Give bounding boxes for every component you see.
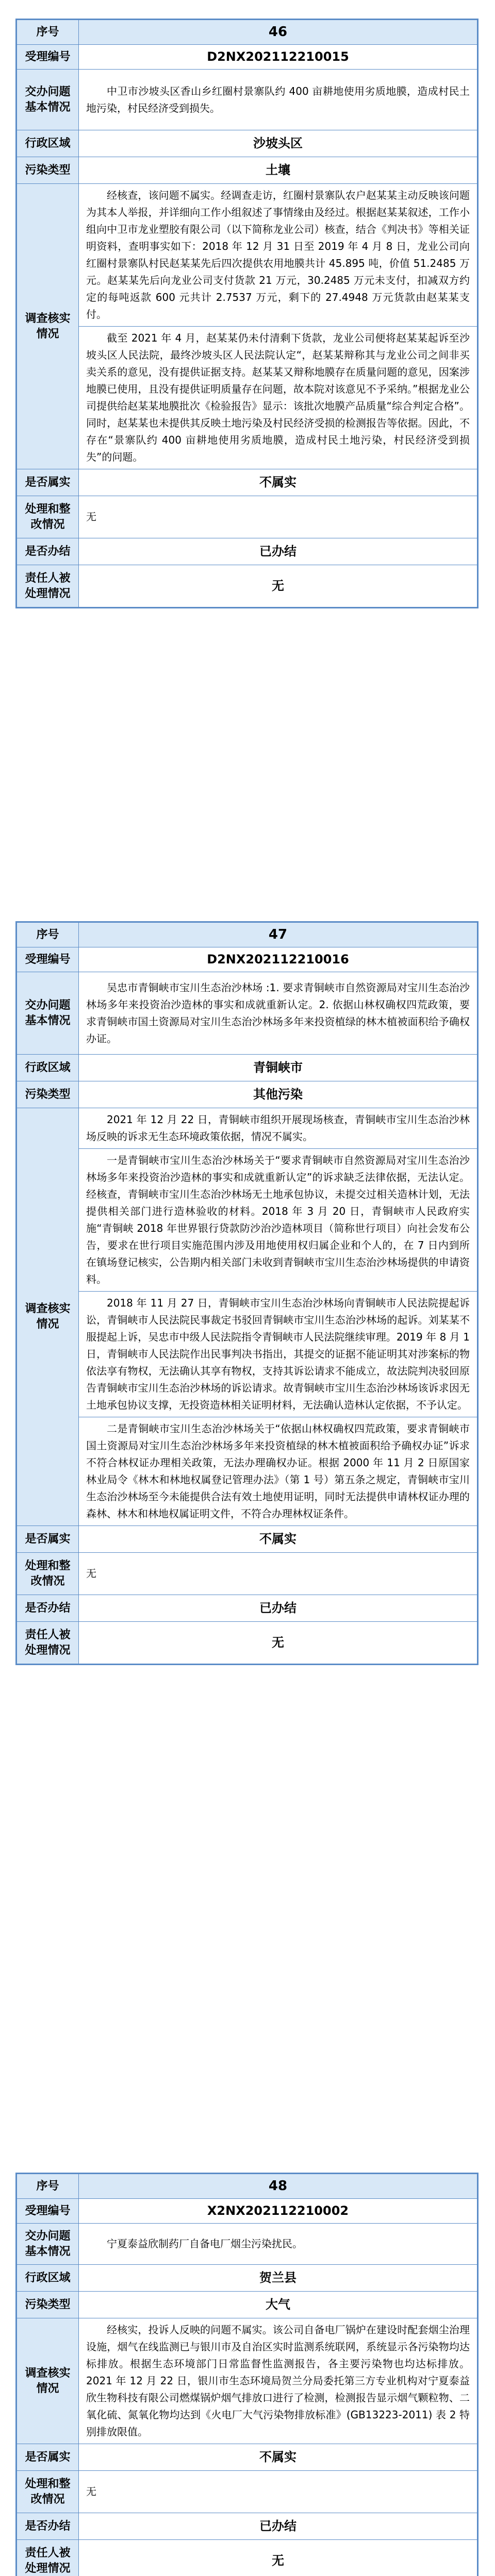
code-label: 受理编号	[17, 947, 79, 972]
verified-row	[17, 1526, 477, 1553]
region-row	[17, 130, 477, 157]
accountability-row	[17, 1622, 477, 1664]
problem-text: 吴忠市青铜峡市宝川生态治沙林场 :1. 要求青铜峡市自然资源局对宝川生态治沙林场多年来投资治沙造林的事实和成就重新认定。2. 依据山林权确权四荒政策，要求青铜峡市国土资源局对宝川生态治沙林场多年来投资植绿的林木植被面积给予确权办证。	[86, 981, 470, 1045]
problem-value	[79, 972, 477, 1055]
accountability-label: 责任人被处理情况	[17, 2540, 79, 2576]
investigation-value	[79, 1108, 477, 1526]
region-row	[17, 2265, 477, 2292]
code-value: X2NX202112210002	[79, 2199, 477, 2224]
handling-row	[17, 1553, 477, 1595]
region-label: 行政区域	[17, 130, 79, 157]
code-row	[17, 45, 477, 70]
handling-value: 无	[79, 496, 477, 538]
code-label: 受理编号	[17, 45, 79, 70]
record-table	[16, 20, 477, 607]
pollution-label: 污染类型	[17, 2292, 79, 2318]
investigation-block	[79, 184, 477, 327]
seq-row	[17, 923, 477, 947]
accountability-label: 责任人被处理情况	[17, 1622, 79, 1664]
verified-row	[17, 2444, 477, 2471]
region-row	[17, 1055, 477, 1081]
accountability-value: 无	[79, 565, 477, 607]
handling-row	[17, 2471, 477, 2513]
code-value: D2NX202112210015	[79, 45, 477, 70]
investigation-block	[79, 1417, 477, 1526]
handling-label: 处理和整改情况	[17, 1553, 79, 1595]
problem-text: 中卫市沙坡头区香山乡红圈村景寨队约 400 亩耕地使用劣质地膜，造成村民土地污染，村民经济受到损失。	[86, 84, 470, 114]
investigation-paragraph: 2021 年 12 月 22 日，青铜峡市组织开展现场核查，青铜峡市宝川生态治沙林场反映的诉求无生态环境政策依据，情况不属实。	[86, 1113, 470, 1143]
investigation-paragraph: 经核查，该问题不属实。经调查走访，红圈村景寨队农户赵某某主动反映该问题为其本人举报，并详细向工作小组叙述了事情缘由及经过。根据赵某某叙述，工作小组向中卫市龙业塑胶有限公司（以下简称龙业公司）核查，结合《判决书》等相关证明资料，查明事实如下：2018 年 12 月 31 日至 2019 年 4 月 8 日，龙业公司向红圈村景寨队村民赵某某先后四次提供农用地膜共计 45.895 吨，价值 51.2485 万元。赵某某先后向龙业公司支付货款 21 万元，30.2485 万元未支付，扣减双方约定的每吨返款 600 元共计 2.7537 万元，剩下的 27.4948 万元货款由赵某某支付。	[86, 189, 470, 320]
region-label: 行政区域	[17, 1055, 79, 1081]
problem-text: 宁夏泰益欣制药厂自备电厂烟尘污染扰民。	[107, 2238, 303, 2250]
problem-label: 交办问题基本情况	[17, 2224, 79, 2265]
concluded-row	[17, 538, 477, 565]
verified-label: 是否属实	[17, 1526, 79, 1553]
code-row	[17, 947, 477, 972]
investigation-label: 调查核实情况	[17, 184, 79, 469]
pollution-row	[17, 157, 477, 184]
investigation-value	[79, 184, 477, 469]
accountability-row	[17, 565, 477, 607]
record-table	[16, 2174, 477, 2576]
investigation-paragraph: 2018 年 11 月 27 日，青铜峡市宝川生态治沙林场向青铜峡市人民法院提起诉讼，青铜峡市人民法院民事裁定书驳回青铜峡市宝川生态治沙林场的起诉。刘某某不服提起上诉，吴忠市中级人民法院指令青铜峡市人民法院继续审理。2019 年 8 月 1 日，青铜峡市人民法院作出民事判决书指出，其提交的证据不能证明其对涉案标的物依法享有物权，无法确认其享有物权，支持其诉讼请求不能成立，故法院判决驳回原告青铜峡市宝川生态治沙林场的诉讼请求。故青铜峡市宝川生态治沙林场该诉求因无土地承包协议支撑，无投资造林相关证明材料，无法确认造林认定依据，不予认定。	[86, 1297, 470, 1411]
accountability-value: 无	[79, 1622, 477, 1664]
investigation-row	[17, 2318, 477, 2444]
seq-label: 序号	[17, 923, 79, 947]
handling-value: 无	[79, 1553, 477, 1595]
problem-label: 交办问题基本情况	[17, 70, 79, 130]
investigation-block	[79, 1292, 477, 1417]
pollution-value: 大气	[79, 2292, 477, 2318]
region-value: 贺兰县	[79, 2265, 477, 2292]
investigation-paragraph: 二是青铜峡市宝川生态治沙林场关于“依据山林权确权四荒政策，要求青铜峡市国土资源局对宝川生态治沙林场多年来投资植绿的林木植被面积给予确权办证”诉求不符合林权证办理相关政策，无法办理确权办证。根据 2000 年 11 月 2 日原国家林业局令《林木和林地权属登记管理办法》（第 1 号）第五条之规定，青铜峡市宝川生态治沙林场至今未能提供合法有效土地使用证明，同时无法提供申请林权证办理的森林、林木和林地权属证明文件，不符合办理林权证条件。	[86, 1422, 470, 1520]
investigation-paragraph: 经核实，投诉人反映的问题不属实。该公司自备电厂锅炉在建设时配套烟尘治理设施，烟气在线监测已与银川市及自治区实时监测系统联网，系统显示各污染物均达标排放。根据生态环境部门日常监督性监测报告，各主要污染物也均达标排放。2021 年 12 月 22 日，银川市生态环境局贺兰分局委托第三方专业机构对宁夏泰益欣生物科技有限公司燃煤锅炉烟气排放口进行了检测，检测报告显示烟气颗粒物、二氧化硫、氮氧化物均达到《火电厂大气污染物排放标准》(GB13223-2011) 表 2 特别排放限值。	[86, 2324, 470, 2438]
seq-value: 46	[79, 20, 477, 45]
concluded-row	[17, 2513, 477, 2540]
record-card-46	[15, 19, 478, 608]
concluded-label: 是否办结	[17, 1595, 79, 1622]
concluded-label: 是否办结	[17, 538, 79, 565]
investigation-block	[79, 1149, 477, 1292]
code-label: 受理编号	[17, 2199, 79, 2224]
handling-label: 处理和整改情况	[17, 496, 79, 538]
problem-row	[17, 2224, 477, 2265]
seq-row	[17, 20, 477, 45]
accountability-label: 责任人被处理情况	[17, 565, 79, 607]
region-label: 行政区域	[17, 2265, 79, 2292]
seq-label: 序号	[17, 20, 79, 45]
pollution-label: 污染类型	[17, 1081, 79, 1108]
seq-row	[17, 2174, 477, 2199]
seq-value: 47	[79, 923, 477, 947]
investigation-label: 调查核实情况	[17, 2318, 79, 2444]
concluded-value: 已办结	[79, 1595, 477, 1622]
seq-label: 序号	[17, 2174, 79, 2199]
concluded-row	[17, 1595, 477, 1622]
record-table	[16, 922, 477, 1664]
handling-label: 处理和整改情况	[17, 2471, 79, 2513]
verified-value: 不属实	[79, 2444, 477, 2471]
accountability-row	[17, 2540, 477, 2576]
investigation-row	[17, 1108, 477, 1526]
seq-value: 48	[79, 2174, 477, 2199]
region-value: 青铜峡市	[79, 1055, 477, 1081]
code-value: D2NX202112210016	[79, 947, 477, 972]
problem-value	[79, 2224, 477, 2265]
problem-row	[17, 972, 477, 1055]
record-card-48	[15, 2173, 478, 2576]
investigation-paragraph: 一是青铜峡市宝川生态治沙林场关于“要求青铜峡市自然资源局对宝川生态治沙林场多年来投资治沙造林的事实和成就重新认定”的诉求缺乏法律依据，无法认定。经核查，青铜峡市宝川生态治沙林场无土地承包协议，未提交过相关造林计划，无法提供相关部门进行造林验收的材料。2018 年 3 月 20 日，青铜峡市人民政府实施“青铜峡 2018 年世界银行贷款防沙治沙造林项目（简称世行项目）向社会发布公告，要求在世行项目实施范围内涉及用地使用权归属企业和个人的，在 7 日内到所在镇场登记核实，公告期内相关部门未收到青铜峡市宝川生态治沙林场提供的申请资料。	[86, 1154, 470, 1285]
verified-value: 不属实	[79, 1526, 477, 1553]
problem-row	[17, 70, 477, 130]
investigation-value	[79, 2318, 477, 2444]
problem-label: 交办问题基本情况	[17, 972, 79, 1055]
investigation-block	[79, 1108, 477, 1149]
investigation-paragraph: 截至 2021 年 4 月，赵某某仍未付清剩下货款，龙业公司便将赵某某起诉至沙坡头区人民法院，最终沙坡头区人民法院认定“，赵某某辩称其与龙业公司之间非买卖关系的意见，没有提供证据支持。赵某某又辩称地膜存在质量问题的意见，因案涉地膜已使用，且没有提供证明质量存在问题，故本院对该意见不予采纳。”根据龙业公司提供给赵某某地膜批次《检验报告》显示：该批次地膜产品质量“综合判定合格”。同时，赵某某也未提供其反映土地污染及村民经济受损的检测报告等依据。因此，不存在“景寨队约 400 亩耕地使用劣质地膜，造成村民土地污染，村民经济受到损失”的问题。	[86, 332, 470, 463]
region-value: 沙坡头区	[79, 130, 477, 157]
investigation-row	[17, 184, 477, 469]
verified-label: 是否属实	[17, 2444, 79, 2471]
verified-row	[17, 469, 477, 496]
pollution-row	[17, 1081, 477, 1108]
concluded-label: 是否办结	[17, 2513, 79, 2540]
handling-value: 无	[79, 2471, 477, 2513]
verified-value: 不属实	[79, 469, 477, 496]
handling-row	[17, 496, 477, 538]
pollution-row	[17, 2292, 477, 2318]
problem-value	[79, 70, 477, 130]
pollution-label: 污染类型	[17, 157, 79, 184]
investigation-label: 调查核实情况	[17, 1108, 79, 1526]
concluded-value: 已办结	[79, 2513, 477, 2540]
investigation-block	[79, 327, 477, 469]
verified-label: 是否属实	[17, 469, 79, 496]
accountability-value: 无	[79, 2540, 477, 2576]
record-card-47	[15, 921, 478, 1665]
pollution-value: 土壤	[79, 157, 477, 184]
pollution-value: 其他污染	[79, 1081, 477, 1108]
concluded-value: 已办结	[79, 538, 477, 565]
code-row	[17, 2199, 477, 2224]
